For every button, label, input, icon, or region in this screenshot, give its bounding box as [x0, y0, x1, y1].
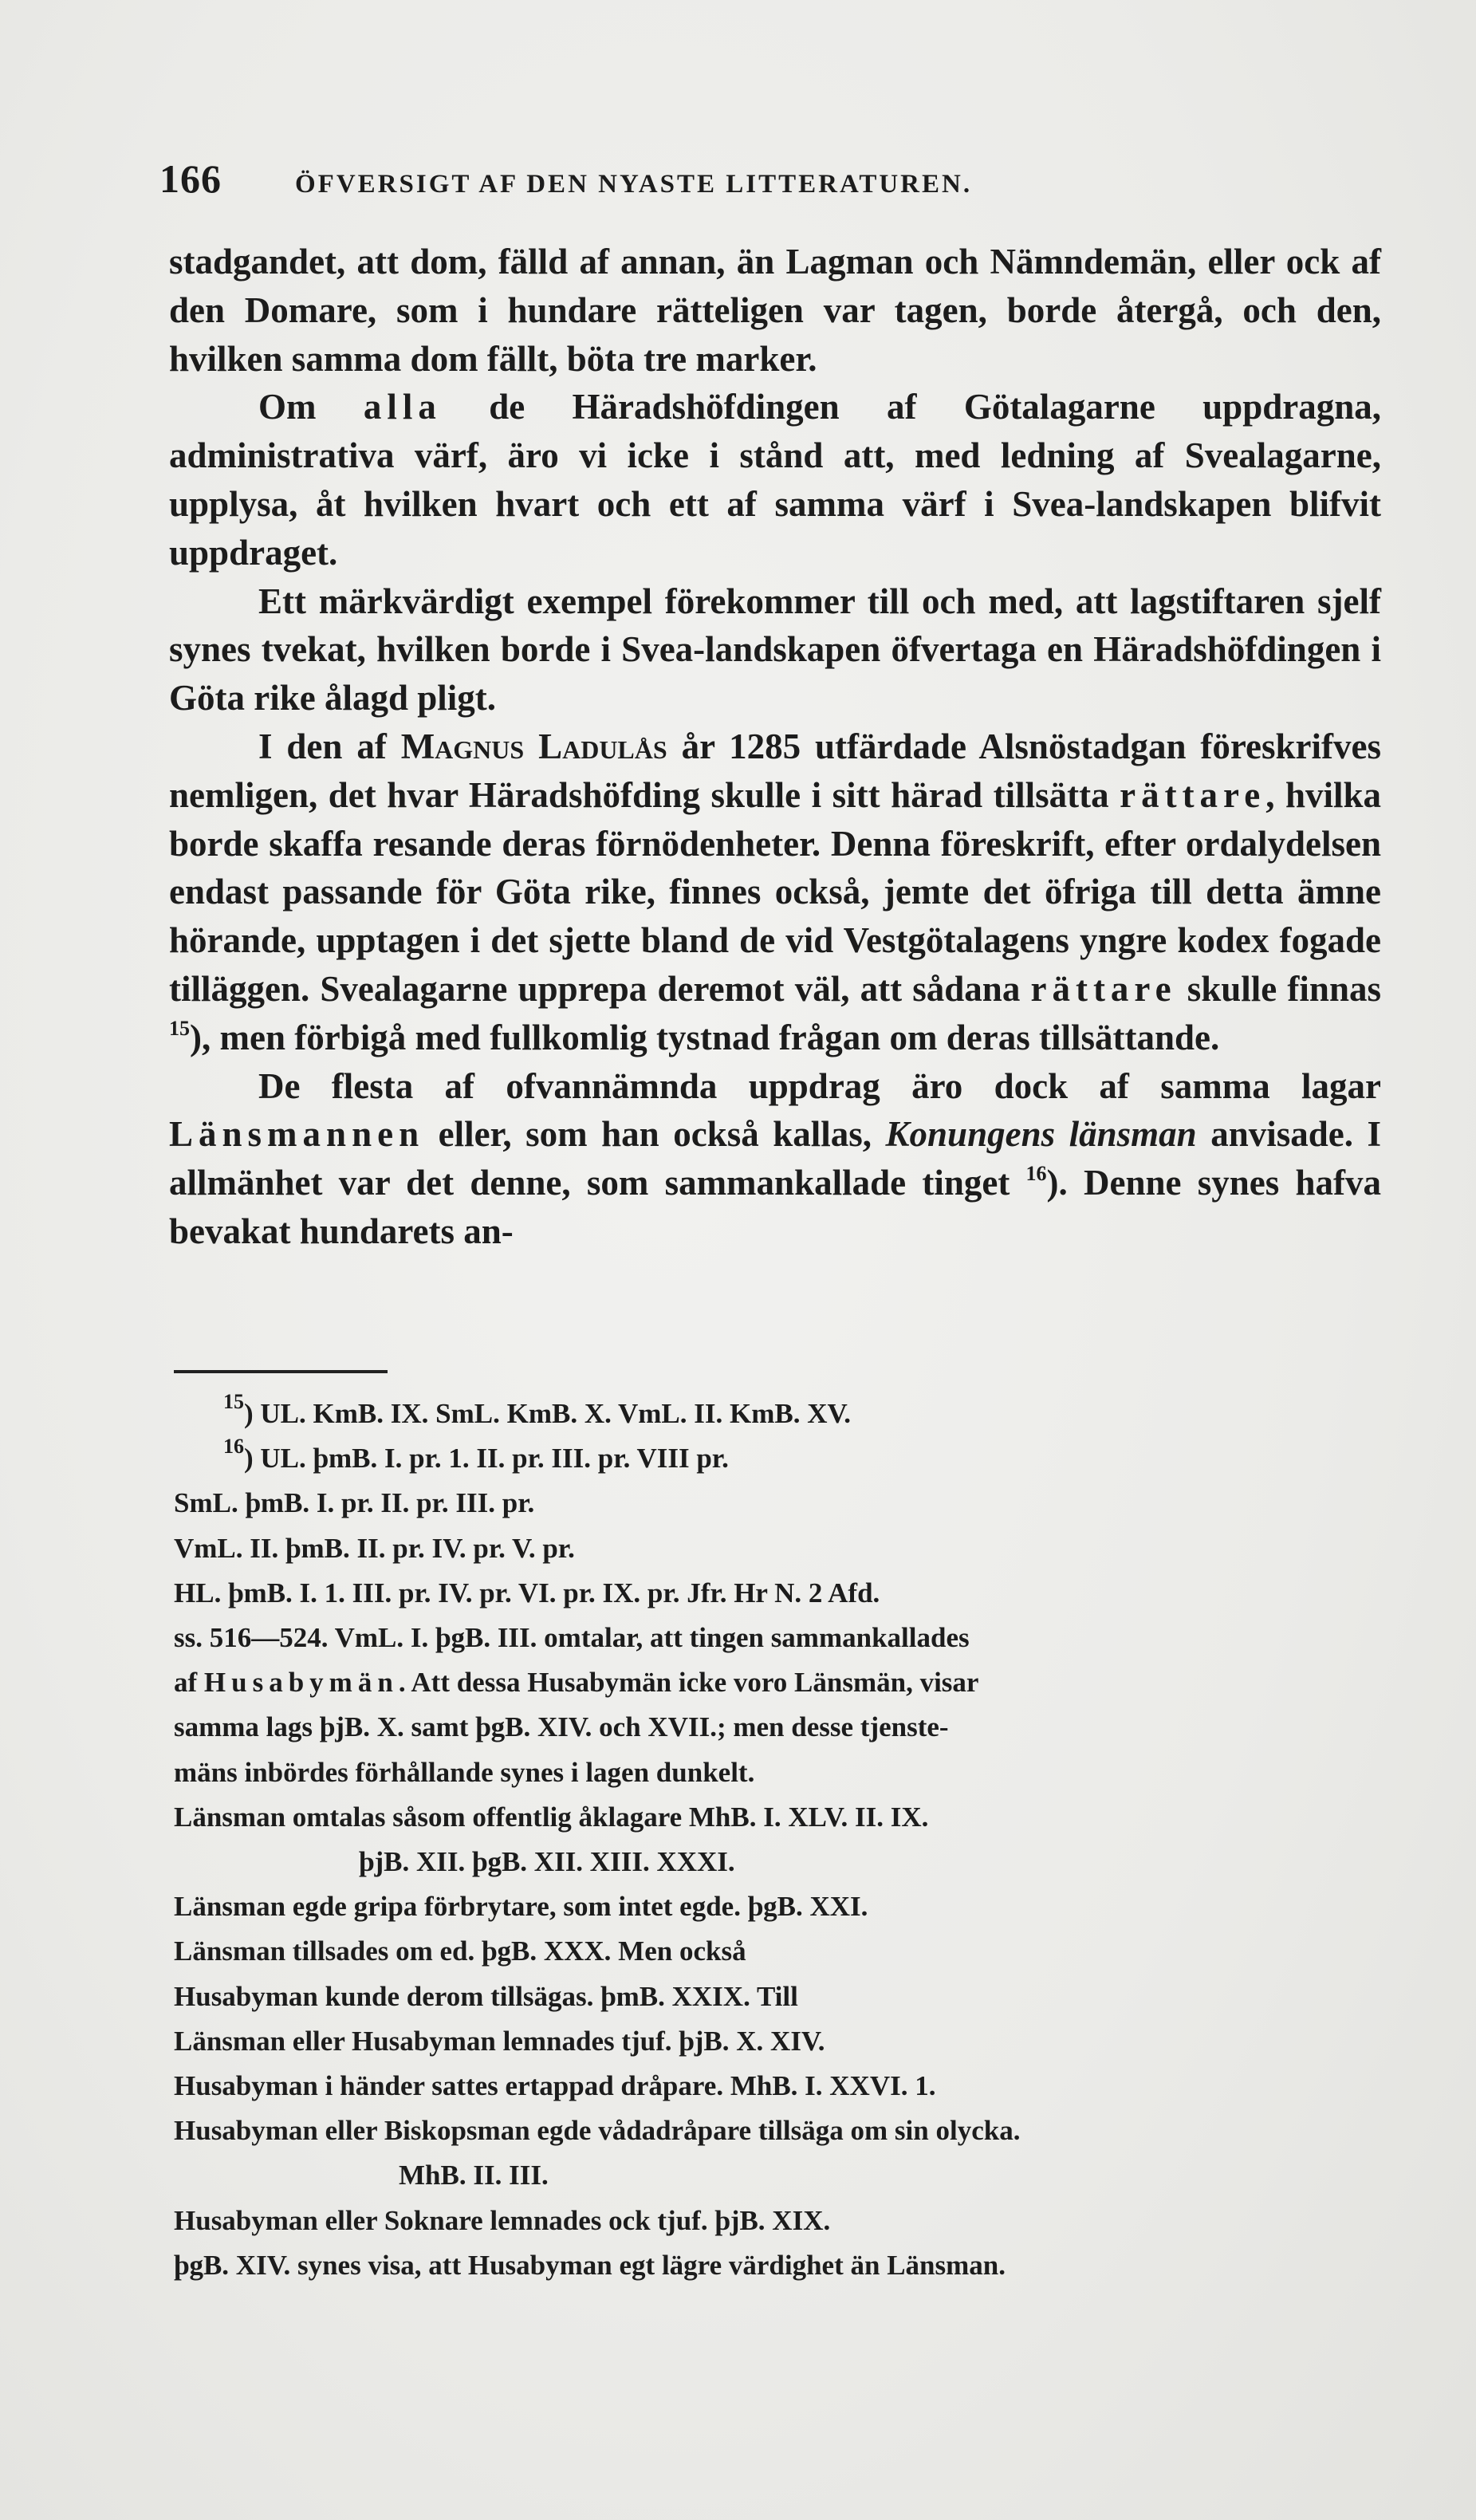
footnote-line: af Husabymän. Att dessa Husabymän icke voro Länsmän, visar [174, 1667, 979, 1699]
footnote-line: Länsman egde gripa förbrytare, som intet egde. þgB. XXI. [174, 1891, 868, 1923]
paragraph-2: Om alla de Häradshöfdingen af Götalagarne uppdragna, administrativa värf, äro vi icke i stånd att, med ledning af Svealagarne, upplysa, åt hvilken hvart och ett af samma värf i Svea-landskapen blifvit uppdraget. [169, 387, 1381, 573]
spaced-word-lansmannen: Länsmannen [169, 1114, 425, 1155]
page-header [159, 156, 1220, 211]
spaced-word-alla: alla [363, 387, 442, 427]
footnote-line: VmL. II. þmB. II. pr. IV. pr. V. pr. [174, 1532, 575, 1564]
footnote-line: Länsman omtalas såsom offentlig åklagare MhB. I. XLV. II. IX. [174, 1801, 929, 1833]
footnote-divider [174, 1370, 388, 1373]
footnote-line: HL. þmB. I. 1. III. pr. IV. pr. VI. pr. IX. pr. Jfr. Hr N. 2 Afd. [174, 1577, 880, 1608]
running-head: ÖFVERSIGT AF DEN NYASTE LITTERATUREN. [295, 170, 973, 199]
footnote-ref-15: 15 [169, 1016, 190, 1040]
paragraph-3: Ett märkvärdigt exempel förekommer till och med, att lagstiftaren sjelf synes tvekat, hvilken borde i Svea-landskapen öfvertaga en Häradshöfdingen i Göta rike ålagd pligt. [169, 581, 1381, 719]
spaced-word-rattare-2: rättare [1030, 968, 1177, 1009]
footnote-line: þgB. XIV. synes visa, att Husabyman egt lägre värdighet än Länsman. [174, 2249, 1006, 2281]
spaced-word-rattare: rättare [1120, 774, 1266, 815]
footnote-line: Länsman tillsades om ed. þgB. XXX. Men också [174, 1935, 746, 1967]
footnote-line: Husabyman eller Biskopsman egde vådadråpare tillsäga om sin olycka. [174, 2115, 1021, 2147]
footnote-16: $^{16}$) UL. þmB. I. pr. 1. II. pr. III. pr. VIII pr. [223, 1435, 729, 1475]
page-number: 166 [159, 156, 222, 201]
footnote-line: SmL. þmB. I. pr. II. pr. III. pr. [174, 1487, 535, 1519]
person-name: Magnus Ladulås [400, 726, 667, 766]
footnote-line: samma lags þjB. X. samt þgB. XIV. och XVII.; men desse tjenste- [174, 1711, 949, 1743]
footnote-line: MhB. II. III. [399, 2160, 549, 2191]
footnote-line: mäns inbördes förhållande synes i lagen dunkelt. [174, 1756, 755, 1788]
footnote-ref-16: 16 [1025, 1162, 1047, 1186]
footnote-line: þjB. XII. þgB. XII. XIII. XXXI. [359, 1846, 735, 1878]
italic-term: Konungens länsman [885, 1114, 1197, 1155]
footnote-line: Länsman eller Husabyman lemnades tjuf. þjB. X. XIV. [174, 2025, 825, 2057]
footnote-15: $^{15}$) UL. KmB. IX. SmL. KmB. X. VmL. II. KmB. XV. [223, 1390, 852, 1429]
paragraph-4: I den af Magnus Ladulås år 1285 utfärdade Alsnöstadgan föreskrifves nemligen, det hvar Häradshöfding skulle i sitt härad tillsätta rättare, hvilka borde skaffa resande deras förnödenheter. Denna föreskrift, efter ordalydelsen endast passande för Göta rike, finnes också, jemte det öfriga till detta ämne hörande, upptagen i det sjette bland de vid Vestgötalagens yngre kodex fogade tilläggen. Svealagarne upprepa deremot väl, att sådana rättare skulle finnas $^{15}$), men förbigå med fullkomlig tystnad frågan om deras tillsättande. [169, 726, 1382, 1057]
paragraph-5: De flesta af ofvannämnda uppdrag äro dock af samma lagar Länsmannen eller, som han också kallas, Konungens länsman anvisade. I allmänhet var det denne, som sammankallade tinget $^{16}$). Denne synes hafva bevakat hundarets an- [169, 1065, 1382, 1251]
main-text [169, 238, 1381, 1256]
footnote-line: Husabyman eller Soknare lemnades ock tjuf. þjB. XIX. [174, 2204, 831, 2236]
footnote-line: Husabyman i händer sattes ertappad dråpare. MhB. I. XXVI. 1. [174, 2070, 936, 2102]
footnote-line: ss. 516—524. VmL. I. þgB. III. omtalar, att tingen sammankallades [174, 1622, 970, 1654]
paragraph-1: stadgandet, att dom, fälld af annan, än Lagman och Nämndemän, eller ock af den Domare, som i hundare rätteligen var tagen, borde återgå, och den, hvilken samma dom fällt, böta tre marker. [169, 242, 1381, 379]
footnote-line: Husabyman kunde derom tillsägas. þmB. XXIX. Till [174, 1980, 798, 2012]
footnotes [174, 1392, 1386, 2288]
